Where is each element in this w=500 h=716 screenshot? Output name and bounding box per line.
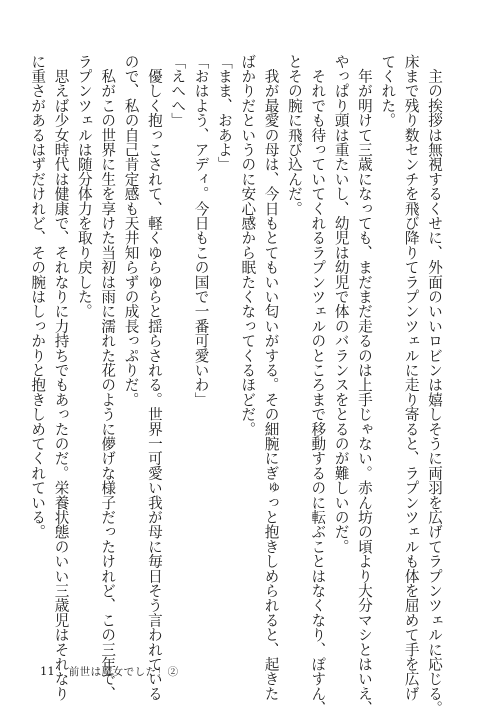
text-line: 主の挨拶は無視するくせに、外面のいいロビンは嬉しそうに両羽を広げてラプンツェルに応じる。 [426,54,443,716]
text-line: 「まま、おあよ」 [215,54,233,172]
text-line: やっぱり頭は重たいし、幼児は幼児で体のバランスをとるのが難しいのだ。 [332,54,350,554]
text-line: ので、私の自己肯定感も天井知らずの成長っぷりだ。 [122,54,140,407]
text-line: ラプンツェルは随分体力を取り戻した。 [75,54,93,319]
text-line: 思えば少女時代は健康で、それなりに力持ちでもあったのだ。栄養状態のいい三歳児はそれなり [52,54,70,701]
text-line: とその腕に飛び込んだ。 [285,54,303,216]
text-line: 優しく抱っこされて、軽くゆらゆらと揺らされる。世界一可愛い我が母に毎日そう言われている [145,54,163,701]
text-line: てくれた。 [379,54,397,128]
text-line: 私がこの世界に生を享けた当初は雨に濡れた花のように儚げな様子だったけれど、この三年で、 [99,54,117,701]
text-line: 床まで残り数センチを飛び降りてラプンツェルに走り寄ると、ラプンツェルも体を屈めて手を広げ [402,54,420,701]
text-line: 「おはよう、アディ。今日もこの国で一番可愛いわ」 [192,54,210,407]
text-line: に重さがあるはずだけれど、その腕はしっかりと抱きしめてくれている。 [29,54,47,540]
text-line: それでも待っていてくれるラプンツェルのところまで移動するのに転ぶことはなくなり、ぽすん、 [309,54,327,716]
text-line: ばかりだというのに安心感から眠たくなってくるほどだ。 [239,54,257,437]
running-title: 前世は魔女でした！② [68,666,179,678]
text-line: 我が最愛の母は、今日もとてもいい匂いがする。その細腕にぎゅっと抱きしめられると、起きた [262,54,280,701]
text-line: 年が明けて三歳になっても、まだまだ走るのは上手じゃない。赤ん坊の頃より大分マシとはいえ、 [355,54,373,716]
page-number: 11 [40,664,55,678]
page-footer [40,664,179,679]
text-line: 「えへへ」 [169,54,187,128]
